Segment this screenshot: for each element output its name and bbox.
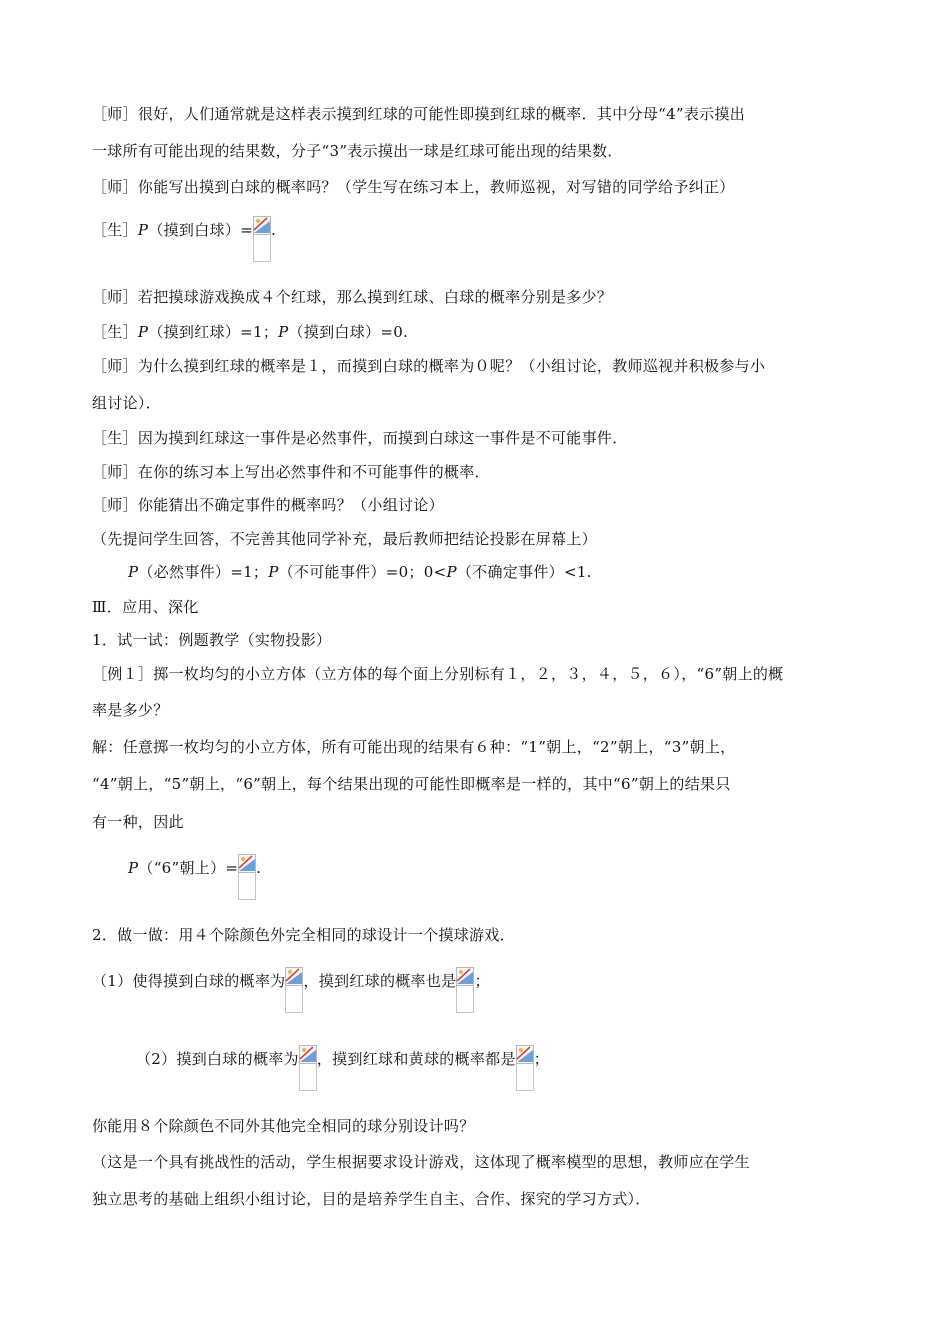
paragraph-line: （先提问学生回答，不完善其他同学补充，最后教师把结论投影在屏幕上） xyxy=(92,530,597,548)
broken-image-icon xyxy=(285,967,303,1013)
paragraph-line: ［师］很好，人们通常就是这样表示摸到红球的可能性即摸到红球的概率．其中分母“4”表示摸出 xyxy=(92,105,746,123)
probability-conclusion: P（必然事件）=1；P（不可能事件）=0；0<P（不确定事件）<1. xyxy=(128,563,592,581)
broken-image-icon xyxy=(516,1045,534,1091)
paragraph-line: 率是多少？ xyxy=(92,701,169,719)
task-item-1: （1）使得摸到白球的概率为 ，摸到红球的概率也是 ； xyxy=(92,970,862,1018)
paragraph-line: 组讨论）． xyxy=(92,394,162,412)
paragraph-line: ［师］你能猜出不确定事件的概率吗？（小组讨论） xyxy=(92,496,444,514)
paragraph-line: ［师］若把摸球游戏换成４个红球，那么摸到红球、白球的概率分别是多少？ xyxy=(92,288,613,306)
broken-image-icon xyxy=(238,854,256,900)
paragraph-line: ［例１］掷一枚均匀的小立方体（立方体的每个面上分别标有１，２，３，４，５，６），“6”朝上的概 xyxy=(92,665,784,683)
paragraph-line: 你能用８个除颜色不同外其他完全相同的球分别设计吗？ xyxy=(92,1117,475,1135)
student-answer-white: ［生］P（摸到白球）= . xyxy=(92,219,862,267)
paragraph-line: 2．做一做：用４个除颜色外完全相同的球设计一个摸球游戏． xyxy=(92,926,515,944)
broken-image-icon xyxy=(253,216,271,262)
paragraph-line: 一球所有可能出现的结果数，分子“3”表示摸出一球是红球可能出现的结果数． xyxy=(92,142,623,160)
paragraph-line: ［师］在你的练习本上写出必然事件和不可能事件的概率． xyxy=(92,463,490,481)
student-answer-red: ［生］P（摸到红球）=1；P（摸到白球）=0. xyxy=(92,323,409,341)
paragraph-line: 有一种，因此 xyxy=(92,813,184,831)
paragraph-line: “4”朝上，“5”朝上，“6”朝上，每个结果出现的可能性即概率是一样的，其中“6”朝上的结果只 xyxy=(92,775,731,793)
paragraph-line: 解：任意掷一枚均匀的小立方体，所有可能出现的结果有６种：“1”朝上，“2”朝上，“3”朝上， xyxy=(92,738,736,756)
paragraph-line: ［生］因为摸到红球这一事件是必然事件，而摸到白球这一事件是不可能事件． xyxy=(92,429,628,447)
paragraph-line: 独立思考的基础上组织小组讨论，目的是培养学生自主、合作、探究的学习方式）． xyxy=(92,1190,651,1208)
task-item-2: （2）摸到白球的概率为 ，摸到红球和黄球的概率都是 ； xyxy=(136,1048,906,1096)
broken-image-icon xyxy=(456,967,474,1013)
section-heading: Ⅲ．应用、深化 xyxy=(92,598,199,616)
paragraph-line: ［师］你能写出摸到白球的概率吗？（学生写在练习本上，教师巡视，对写错的同学给予纠正） xyxy=(92,178,735,196)
paragraph-line: 1．试一试：例题教学（实物投影） xyxy=(92,631,332,649)
paragraph-line: ［师］为什么摸到红球的概率是１，而摸到白球的概率为０呢？（小组讨论，教师巡视并积极参与小 xyxy=(92,357,766,375)
die-probability-formula: P（“6”朝上）= . xyxy=(128,857,898,905)
broken-image-icon xyxy=(299,1045,317,1091)
paragraph-line: （这是一个具有挑战性的活动，学生根据要求设计游戏，这体现了概率模型的思想，教师应在学生 xyxy=(92,1153,750,1171)
